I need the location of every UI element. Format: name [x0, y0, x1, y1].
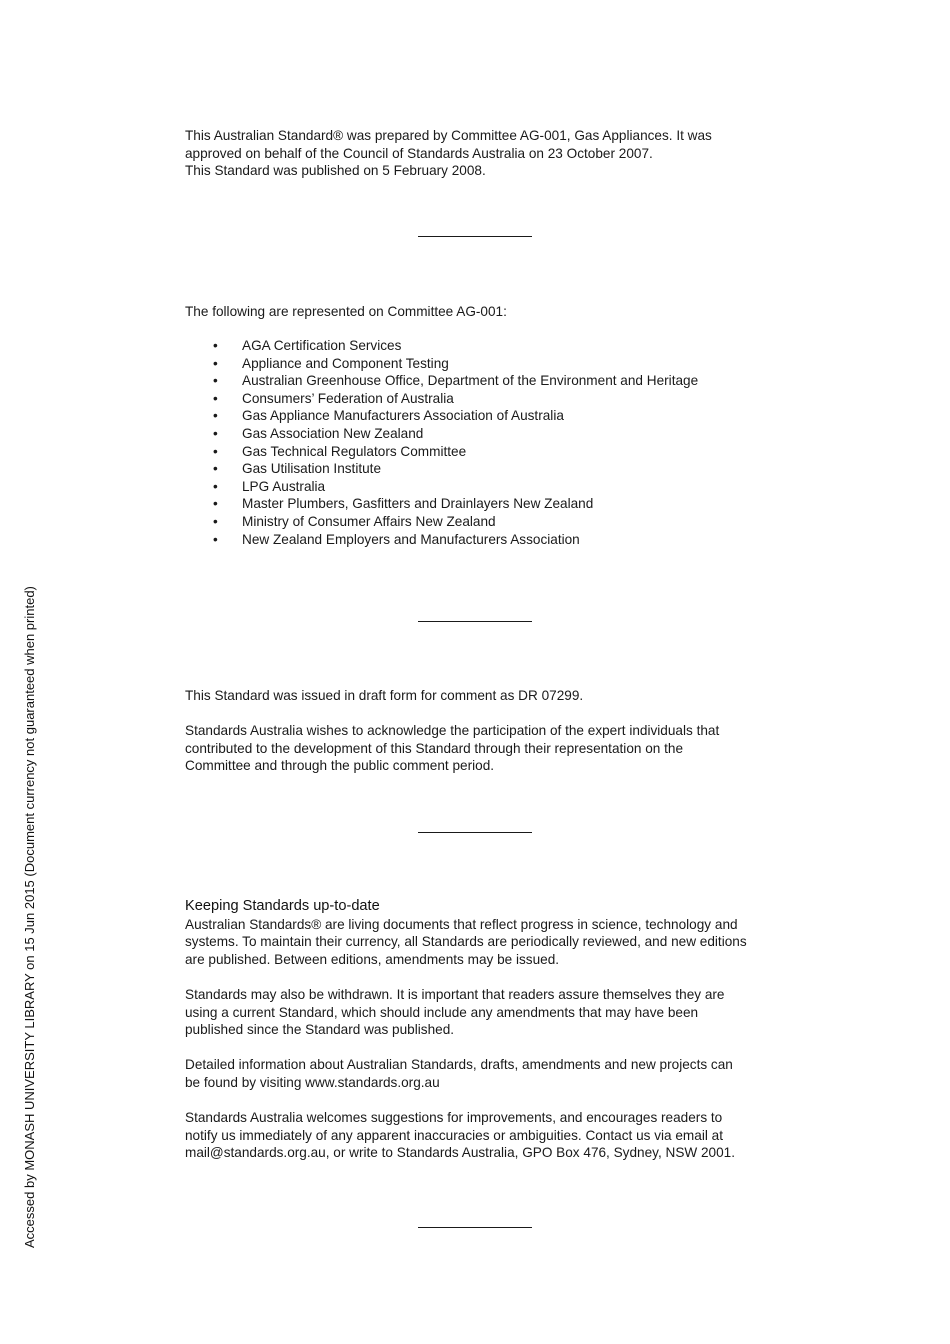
- acknowledgement-paragraph: [185, 722, 775, 775]
- committee-intro-text: The following are represented on Committee AG-001:: [185, 304, 507, 319]
- keeping-para2-line: Standards may also be withdrawn. It is important that readers assure themselves they are: [185, 987, 725, 1002]
- list-item: [185, 460, 698, 478]
- keeping-para1-line: Australian Standards® are living documents that reflect progress in science, technology and: [185, 916, 738, 932]
- bullet-icon: •: [213, 531, 218, 547]
- intro-line: This Standard was published on 5 February 2008.: [185, 163, 486, 179]
- list-item: [185, 531, 698, 549]
- keeping-para3-line: be found by visiting www.standards.org.au: [185, 1074, 440, 1090]
- access-margin-note: Accessed by MONASH UNIVERSITY LIBRARY on 15 Jun 2015 (Document currency not guaranteed when printed): [22, 586, 37, 1248]
- intro-line: This Australian Standard® was prepared by Committee AG-001, Gas Appliances. It was: [185, 128, 712, 143]
- draft-issue-text: This Standard was issued in draft form for comment as DR 07299.: [185, 688, 584, 703]
- section-divider: [418, 1227, 532, 1228]
- intro-paragraph: [185, 127, 775, 180]
- member-name: AGA Certification Services: [242, 338, 402, 353]
- list-item: [185, 390, 698, 408]
- member-name: Gas Utilisation Institute: [242, 461, 382, 477]
- member-name: Gas Technical Regulators Committee: [242, 443, 467, 459]
- section-divider: [418, 236, 532, 237]
- intro-line: approved on behalf of the Council of Standards Australia on 23 October 2007.: [185, 145, 653, 161]
- keeping-para2-line: using a current Standard, which should include any amendments that may have been: [185, 1004, 699, 1020]
- member-name: New Zealand Employers and Manufacturers Association: [242, 531, 580, 547]
- committee-intro: [185, 303, 775, 321]
- keeping-para4-line: notify us immediately of any apparent inaccuracies or ambiguities. Contact us via email at: [185, 1127, 723, 1143]
- member-name: Master Plumbers, Gasfitters and Drainlayers New Zealand: [242, 496, 594, 512]
- member-name: Ministry of Consumer Affairs New Zealand: [242, 513, 496, 529]
- acknowledgement-line: Standards Australia wishes to acknowledge the participation of the expert individuals that: [185, 723, 720, 738]
- section-divider: [418, 621, 532, 622]
- website-paragraph: [185, 1056, 775, 1091]
- list-item: [185, 478, 698, 496]
- member-name: Consumers’ Federation of Australia: [242, 390, 454, 406]
- draft-issue-paragraph: [185, 687, 775, 705]
- member-name: LPG Australia: [242, 478, 326, 494]
- section-divider: [418, 832, 532, 833]
- keeping-para4-line: mail@standards.org.au, or write to Standards Australia, GPO Box 476, Sydney, NSW 2001.: [185, 1145, 736, 1161]
- list-item: [185, 495, 698, 513]
- feedback-paragraph: [185, 1109, 775, 1162]
- keeping-para1-line: systems. To maintain their currency, all Standards are periodically reviewed, and new editions: [185, 934, 747, 950]
- bullet-icon: •: [213, 478, 218, 494]
- bullet-icon: •: [213, 355, 218, 371]
- withdrawn-paragraph: [185, 986, 775, 1039]
- acknowledgement-line: contributed to the development of this Standard through their representation on the: [185, 740, 684, 756]
- bullet-icon: •: [213, 390, 218, 406]
- keeping-standards-section: [185, 898, 775, 968]
- list-item: [185, 513, 698, 531]
- committee-member-list: [185, 337, 698, 548]
- bullet-icon: •: [213, 461, 218, 477]
- section-heading: Keeping Standards up-to-date: [185, 898, 380, 914]
- keeping-para1-line: are published. Between editions, amendments may be issued.: [185, 951, 560, 967]
- member-name: Gas Appliance Manufacturers Association of Australia: [242, 408, 564, 424]
- list-item: [185, 407, 698, 425]
- bullet-icon: •: [213, 373, 218, 389]
- list-item: [185, 425, 698, 443]
- bullet-icon: •: [213, 408, 218, 424]
- keeping-para2-line: published since the Standard was published.: [185, 1022, 455, 1038]
- list-item: [185, 355, 698, 373]
- list-item: [185, 443, 698, 461]
- list-item: [185, 372, 698, 390]
- keeping-para4-line: Standards Australia welcomes suggestions for improvements, and encourages readers to: [185, 1110, 723, 1125]
- bullet-icon: •: [213, 513, 218, 529]
- bullet-icon: •: [213, 496, 218, 512]
- member-name: Australian Greenhouse Office, Department of the Environment and Heritage: [242, 373, 699, 389]
- member-name: Gas Association New Zealand: [242, 425, 424, 441]
- keeping-para3-line: Detailed information about Australian Standards, drafts, amendments and new projects can: [185, 1057, 733, 1072]
- list-item: [185, 337, 698, 355]
- bullet-icon: •: [213, 425, 218, 441]
- bullet-icon: •: [213, 338, 218, 353]
- bullet-icon: •: [213, 443, 218, 459]
- member-name: Appliance and Component Testing: [242, 355, 449, 371]
- acknowledgement-line: Committee and through the public comment period.: [185, 758, 495, 774]
